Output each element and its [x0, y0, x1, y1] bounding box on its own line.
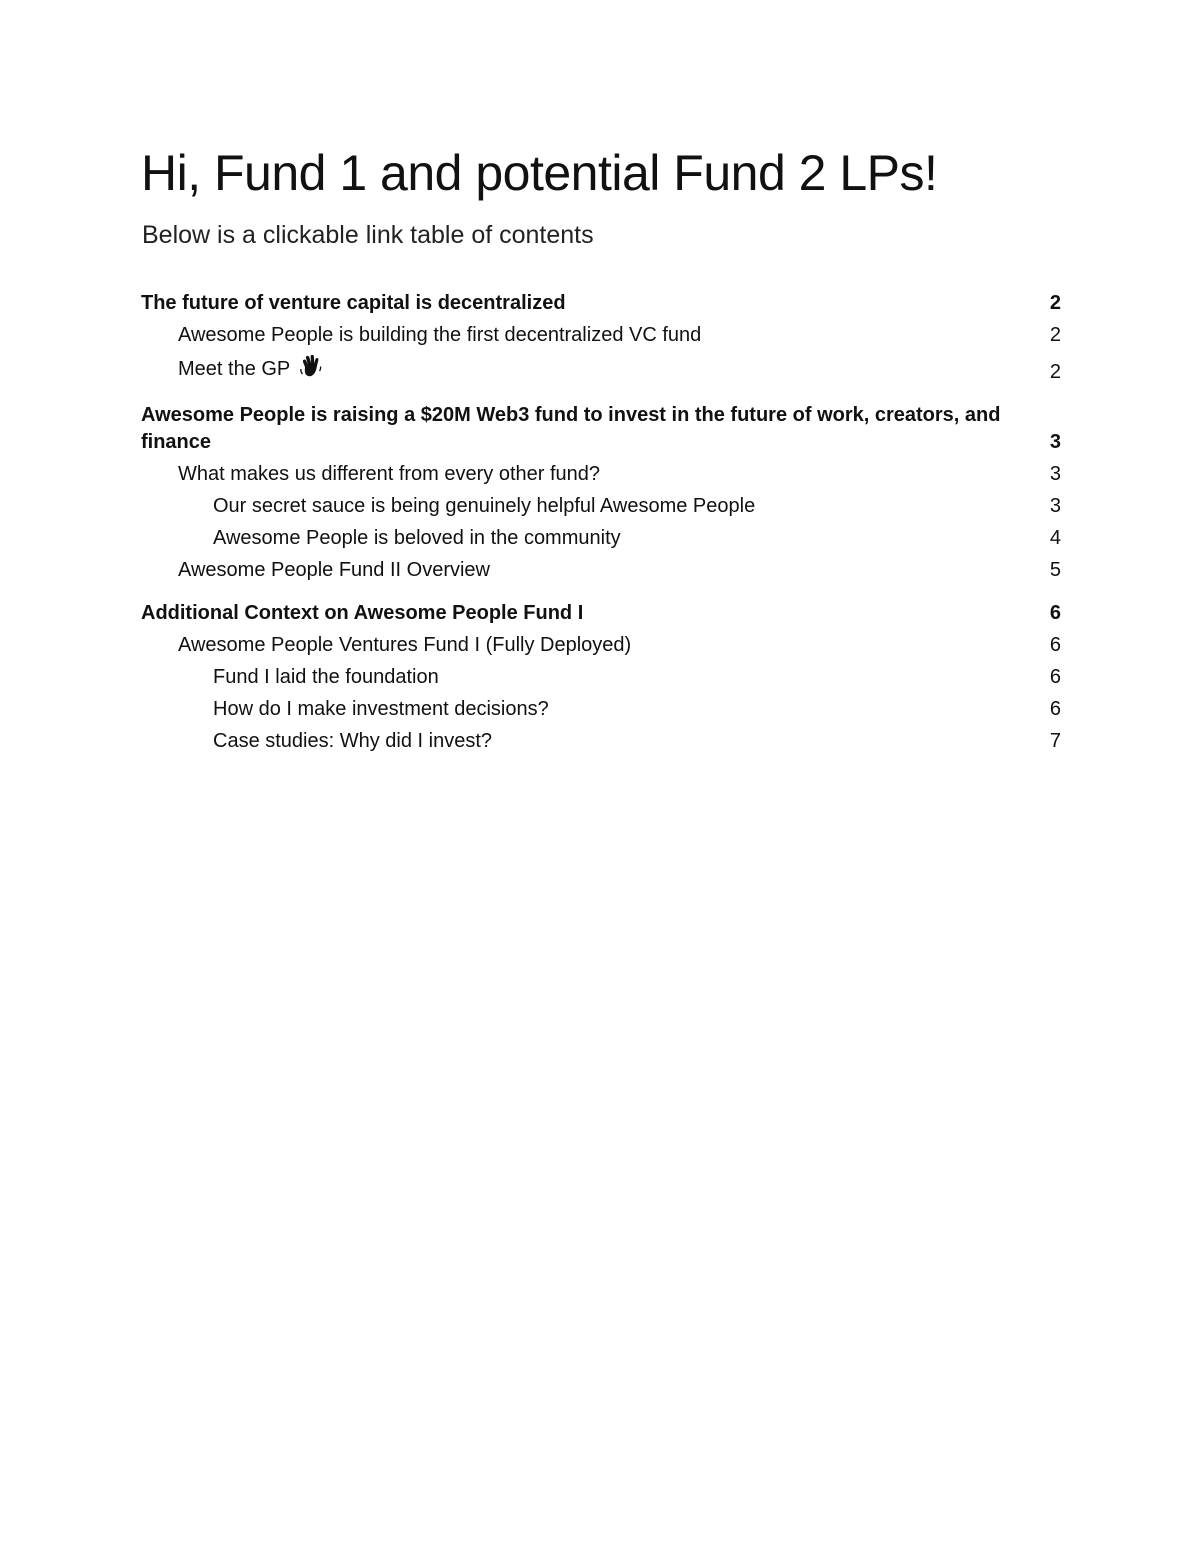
toc-entry-label[interactable]: Case studies: Why did I invest?	[213, 730, 493, 752]
toc-entry-page[interactable]: 3	[1049, 431, 1061, 453]
toc-entry-building-decentralized-fund[interactable]	[141, 322, 1061, 349]
toc-entry-page[interactable]: 5	[1049, 559, 1061, 581]
toc-entry-future-of-vc[interactable]	[141, 290, 1061, 317]
toc-entry-raising-web3-fund[interactable]	[141, 402, 1061, 456]
toc-entry-label-wrapper[interactable]	[178, 354, 322, 386]
toc-entry-fund-i-foundation[interactable]	[141, 664, 1061, 691]
toc-entry-label[interactable]: Additional Context on Awesome People Fund I	[141, 602, 584, 624]
toc-entry-case-studies[interactable]	[141, 728, 1061, 755]
page-title: Hi, Fund 1 and potential Fund 2 LPs!	[141, 145, 938, 201]
toc-entry-label[interactable]: Awesome People is beloved in the community	[213, 527, 621, 549]
toc-entry-label[interactable]: Our secret sauce is being genuinely helpful Awesome People	[213, 495, 756, 517]
toc-entry-page[interactable]: 7	[1049, 730, 1061, 752]
toc-entry-label[interactable]: Awesome People is building the first decentralized VC fund	[178, 324, 702, 346]
toc-entry-page[interactable]: 2	[1049, 324, 1061, 346]
page-subtitle: Below is a clickable link table of contents	[142, 221, 594, 249]
toc-entry-label[interactable]: Meet the GP	[178, 358, 291, 380]
toc-entry-page[interactable]: 6	[1049, 666, 1061, 688]
toc-entry-label[interactable]: Awesome People Fund II Overview	[178, 559, 491, 581]
toc-entry-what-makes-us-different[interactable]	[141, 461, 1061, 488]
toc-entry-fund-ii-overview[interactable]	[141, 557, 1061, 584]
toc-entry-meet-the-gp[interactable]	[141, 354, 1061, 386]
toc-entry-label[interactable]: The future of venture capital is decentralized	[141, 292, 566, 314]
toc-entry-label[interactable]: How do I make investment decisions?	[213, 698, 549, 720]
toc-entry-page[interactable]: 6	[1049, 634, 1061, 656]
toc-entry-page[interactable]: 6	[1049, 602, 1061, 624]
toc-entry-page[interactable]: 4	[1049, 527, 1061, 549]
toc-entry-page[interactable]: 3	[1049, 495, 1061, 517]
toc-entry-label[interactable]: Fund I laid the foundation	[213, 666, 439, 688]
toc-entry-investment-decisions[interactable]	[141, 696, 1061, 723]
toc-entry-additional-context-fund-i[interactable]	[141, 600, 1061, 627]
toc-entry-page[interactable]: 3	[1049, 463, 1061, 485]
toc-entry-label[interactable]: Awesome People is raising a $20M Web3 fund to invest in the future of work, creators, and finance	[141, 404, 1001, 453]
waving-hand-icon	[300, 354, 322, 386]
toc-entry-label[interactable]: What makes us different from every other fund?	[178, 463, 601, 485]
toc-entry-beloved-in-community[interactable]	[141, 525, 1061, 552]
toc-entry-page[interactable]: 2	[1049, 292, 1061, 314]
toc-entry-page[interactable]: 6	[1049, 698, 1061, 720]
toc-entry-secret-sauce[interactable]	[141, 493, 1061, 520]
table-of-contents	[141, 290, 1061, 755]
toc-entry-label[interactable]: Awesome People Ventures Fund I (Fully Deployed)	[178, 634, 632, 656]
toc-entry-ventures-fund-i[interactable]	[141, 632, 1061, 659]
toc-entry-page[interactable]: 2	[1049, 361, 1061, 383]
